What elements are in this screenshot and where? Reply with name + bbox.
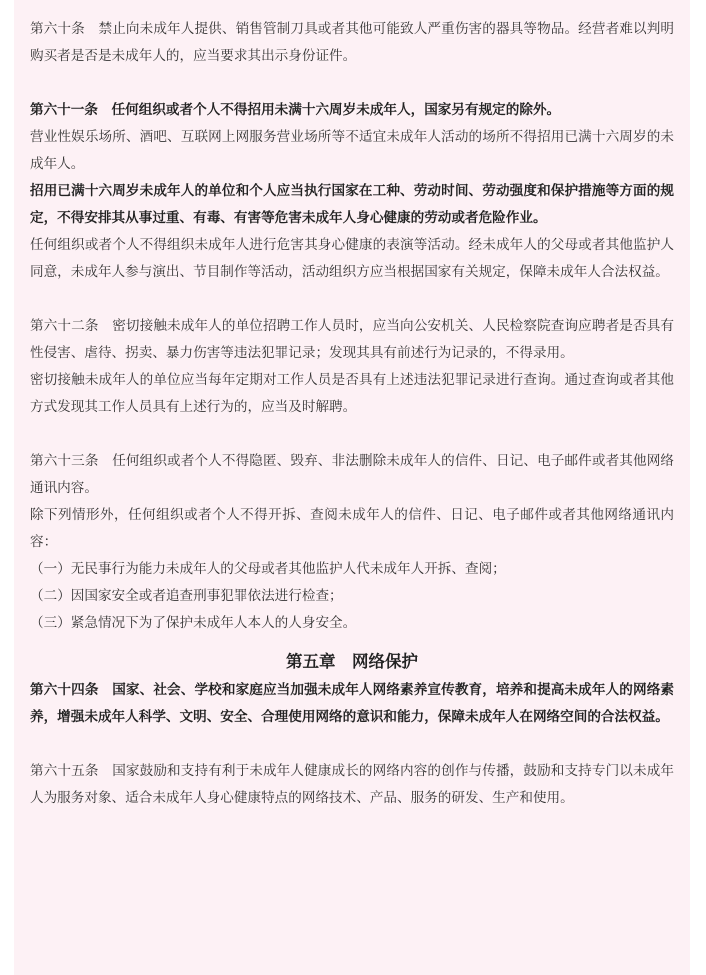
- article-60: 第六十条 禁止向未成年人提供、销售管制刀具或者其他可能致人严重伤害的器具等物品。经营者难以判明购买者是否是未成年人的，应当要求其出示身份证件。: [30, 21, 674, 64]
- article-62-paragraph-1: 第六十二条 密切接触未成年人的单位招聘工作人员时，应当向公安机关、人民检察院查询应聘者是否具有性侵害、虐待、拐卖、暴力伤害等违法犯罪记录；发现其具有前述行为记录的，不得录用。: [30, 318, 674, 361]
- article-64: 第六十四条 国家、社会、学校和家庭应当加强未成年人网络素养宣传教育，培养和提高未成年人的网络素养，增强未成年人科学、文明、安全、合理使用网络的意识和能力，保障未成年人在网络空间的合法权益。: [30, 682, 674, 725]
- spacer: [30, 70, 674, 97]
- article-63-item-1: （一）无民事行为能力未成年人的父母或者其他监护人代未成年人开拆、查阅；: [30, 561, 506, 577]
- spacer: [30, 637, 674, 647]
- article-63-item-3: （三）紧急情况下为了保护未成年人本人的人身安全。: [30, 615, 357, 631]
- article-65: 第六十五条 国家鼓励和支持有利于未成年人健康成长的网络内容的创作与传播，鼓励和支持专门以未成年人为服务对象、适合未成年人身心健康特点的网络技术、产品、服务的研发、生产和使用。: [30, 763, 674, 806]
- article-61-paragraph-4: 任何组织或者个人不得组织未成年人进行危害其身心健康的表演等活动。经未成年人的父母或者其他监护人同意，未成年人参与演出、节目制作等活动，活动组织方应当根据国家有关规定，保障未成年人合法权益。: [30, 237, 674, 280]
- article-63-item-2: （二）因国家安全或者追查刑事犯罪依法进行检查；: [30, 588, 343, 604]
- article-61-paragraph-2: 营业性娱乐场所、酒吧、互联网上网服务营业场所等不适宜未成年人活动的场所不得招用已满十六周岁的未成年人。: [30, 129, 674, 172]
- spacer: [30, 286, 674, 313]
- spacer: [30, 421, 674, 448]
- article-61-paragraph-1: 第六十一条 任何组织或者个人不得招用未满十六周岁未成年人，国家另有规定的除外。: [30, 102, 561, 118]
- article-63-paragraph-2: 除下列情形外，任何组织或者个人不得开拆、查阅未成年人的信件、日记、电子邮件或者其他网络通讯内容：: [30, 507, 674, 550]
- spacer: [30, 731, 674, 758]
- law-text-panel: [14, 0, 690, 975]
- article-62-paragraph-2: 密切接触未成年人的单位应当每年定期对工作人员是否具有上述违法犯罪记录进行查询。通过查询或者其他方式发现其工作人员具有上述行为的，应当及时解聘。: [30, 372, 674, 415]
- chapter-title: 第五章 网络保护: [286, 652, 418, 671]
- article-63-paragraph-1: 第六十三条 任何组织或者个人不得隐匿、毁弃、非法删除未成年人的信件、日记、电子邮件或者其他网络通讯内容。: [30, 453, 674, 496]
- article-61-paragraph-3: 招用已满十六周岁未成年人的单位和个人应当执行国家在工种、劳动时间、劳动强度和保护措施等方面的规定，不得安排其从事过重、有毒、有害等危害未成年人身心健康的劳动或者危险作业。: [30, 183, 674, 226]
